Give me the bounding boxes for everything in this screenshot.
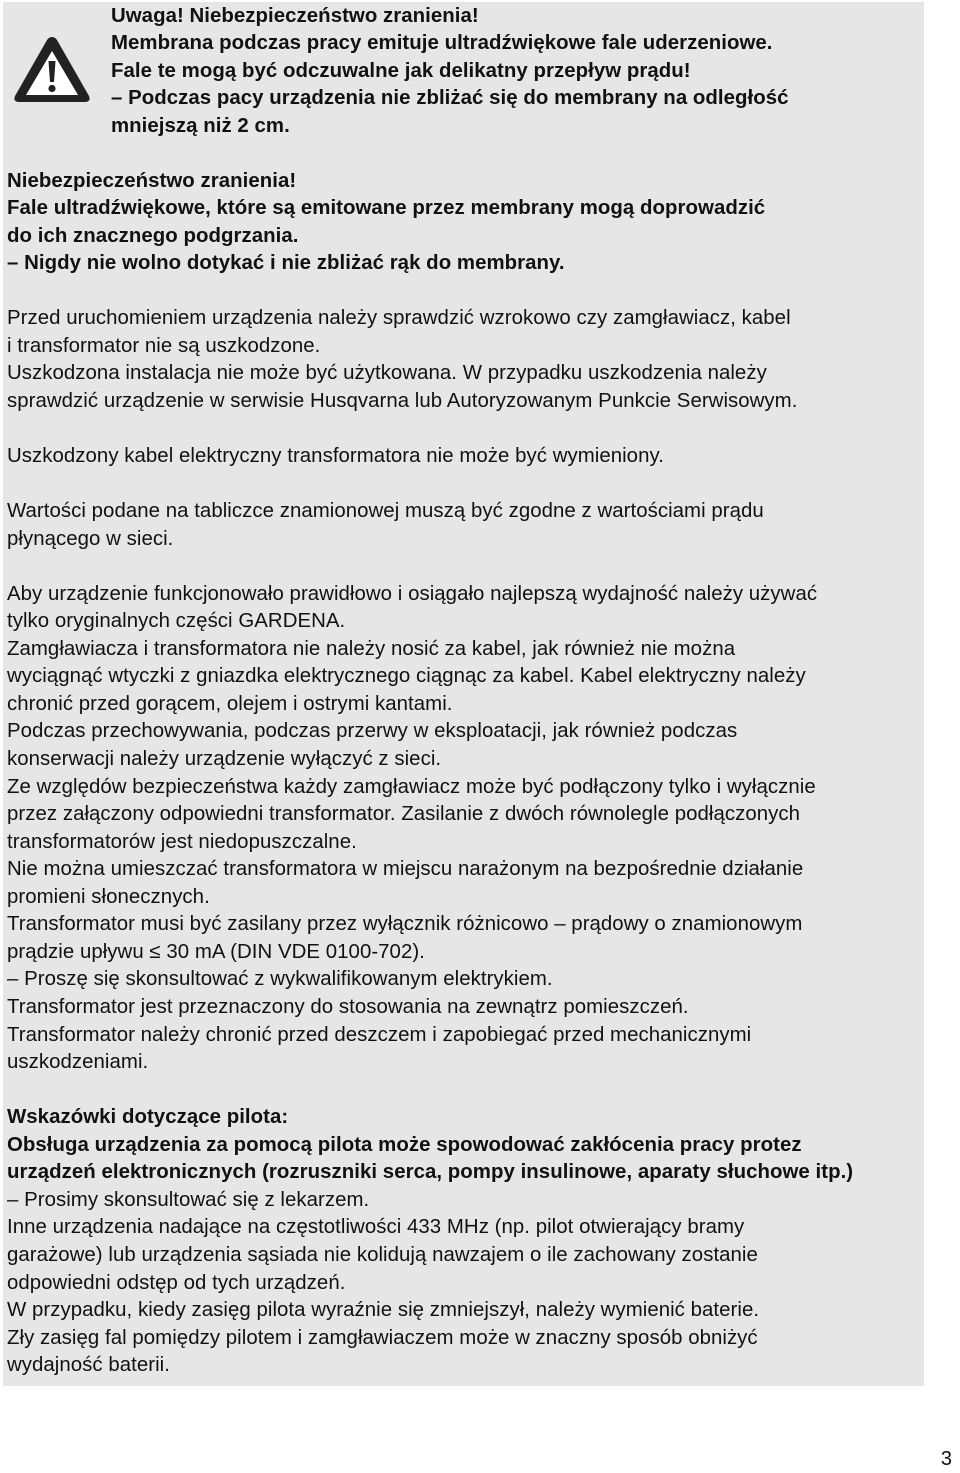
remote-text-line: Inne urządzenia nadające na częstotliwości 433 MHz (np. pilot otwierający bramy [7,1216,745,1238]
rating-text-line: Wartości podane na tabliczce znamionowej muszą być zgodne z wartościami prądu [7,500,764,522]
usage-text-line: transformatorów jest niedopuszczalne. [7,831,357,853]
remote-text-line: wydajność baterii. [7,1354,170,1376]
usage-text-line: Aby urządzenie funkcjonowało prawidłowo i osiągało najlepszą wydajność należy używać [7,583,818,605]
remote-text-line: – Prosimy skonsultować się z lekarzem. [7,1189,370,1211]
inspection-text-line: Przed uruchomieniem urządzenia należy sprawdzić wzrokowo czy zamgławiacz, kabel [7,307,791,329]
usage-text-line: Transformator jest przeznaczony do stosowania na zewnątrz pomieszczeń. [7,996,689,1018]
usage-text-line: Ze względów bezpieczeństwa każdy zamgławiacz może być podłączony tylko i wyłącznie [7,776,816,798]
danger-text-line: – Nigdy nie wolno dotykać i nie zbliżać rąk do membrany. [7,252,565,274]
danger-text-line: Fale ultradźwiękowe, które są emitowane przez membrany mogą doprowadzić [7,197,766,219]
remote-warning-line: urządzeń elektronicznych (rozruszniki serca, pompy insulinowe, aparaty słuchowe itp.) [7,1161,854,1183]
remote-text-line: odpowiedni odstęp od tych urządzeń. [7,1272,346,1294]
warning-text-line: Fale te mogą być odczuwalne jak delikatny przepływ prądu! [111,60,691,82]
danger-heading: Niebezpieczeństwo zranienia! [7,170,297,192]
usage-text-line: promieni słonecznych. [7,886,210,908]
usage-text-line: Zamgławiacza i transformatora nie należy nosić za kabel, jak również nie można [7,638,736,660]
remote-text-line: garażowe) lub urządzenia sąsiada nie kolidują nawzajem o ile zachowany zostanie [7,1244,758,1266]
usage-text-line: chronić przed gorącem, olejem i ostrymi kantami. [7,693,453,715]
usage-text-line: uszkodzeniami. [7,1051,149,1073]
warning-text-line: mniejszą niż 2 cm. [111,115,290,137]
inspection-text-line: i transformator nie są uszkodzone. [7,335,321,357]
warning-text-line: – Podczas pacy urządzenia nie zbliżać się do membrany na odległość [111,87,789,109]
usage-text-line: Transformator musi być zasilany przez wyłącznik różnicowo – prądowy o znamionowym [7,913,803,935]
rating-text-line: płynącego w sieci. [7,528,174,550]
usage-text-line: konserwacji należy urządzenie wyłączyć z sieci. [7,748,442,770]
usage-text-line: wyciągnąć wtyczki z gniazdka elektrycznego ciągnąc za kabel. Kabel elektryczny należy [7,665,806,687]
inspection-text-line: sprawdzić urządzenie w serwisie Husqvarna lub Autoryzowanym Punkcie Serwisowym. [7,390,798,412]
remote-text-line: W przypadku, kiedy zasięg pilota wyraźnie się zmniejszył, należy wymienić baterie. [7,1299,760,1321]
warning-text-line: Membrana podczas pracy emituje ultradźwiękowe fale uderzeniowe. [111,32,773,54]
usage-text-line: prądzie upływu ≤ 30 mA (DIN VDE 0100-702). [7,941,425,963]
usage-text-line: tylko oryginalnych części GARDENA. [7,610,346,632]
remote-warning-line: Obsługa urządzenia za pomocą pilota może spowodować zakłócenia pracy protez [7,1134,802,1156]
remote-heading: Wskazówki dotyczące pilota: [7,1106,289,1128]
page-number: 3 [940,1448,952,1470]
danger-text-line: do ich znacznego podgrzania. [7,225,299,247]
usage-text-line: Nie można umieszczać transformatora w miejscu narażonym na bezpośrednie działanie [7,858,804,880]
warning-triangle-icon [11,32,93,106]
usage-text-line: Transformator należy chronić przed deszczem i zapobiegać przed mechanicznymi [7,1024,752,1046]
warning-heading: Uwaga! Niebezpieczeństwo zranienia! [111,5,479,27]
inspection-text-line: Uszkodzona instalacja nie może być użytkowana. W przypadku uszkodzenia należy [7,362,767,384]
remote-text-line: Zły zasięg fal pomiędzy pilotem i zamgławiaczem może w znaczny sposób obniżyć [7,1327,758,1349]
usage-text-line: Podczas przechowywania, podczas przerwy w eksploatacji, jak również podczas [7,720,738,742]
cable-text-line: Uszkodzony kabel elektryczny transformatora nie może być wymieniony. [7,445,664,467]
usage-text-line: – Proszę się skonsultować z wykwalifikowanym elektrykiem. [7,968,553,990]
usage-text-line: przez załączony odpowiedni transformator. Zasilanie z dwóch równolegle podłączonych [7,803,801,825]
